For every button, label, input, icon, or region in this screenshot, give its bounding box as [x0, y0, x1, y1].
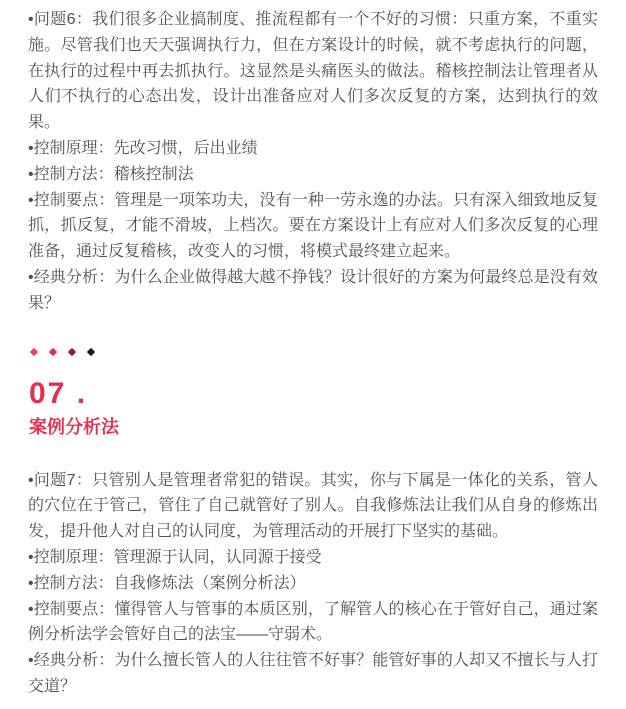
method-6-principle-text: •控制原理：先改习惯，后出业绩: [28, 139, 258, 157]
diamond-dot-icon: [30, 347, 38, 355]
method-6-section: [28, 7, 598, 317]
method-7-section: [28, 468, 598, 700]
method-7-classic-analysis-text: •经典分析：为什么擅长管人的人往往管不好事？能管好事的人却又不擅长与人打交道？: [28, 652, 598, 695]
diamond-dot-icon: [87, 347, 95, 355]
section-title: 案例分析法: [29, 416, 119, 437]
diamond-dot-icon: [49, 347, 57, 355]
section-divider-dots: [31, 348, 598, 356]
method-7-method-text: •控制方法：自我修炼法（案例分析法）: [28, 574, 306, 592]
method-7-principle-text: •控制原理：管理源于认同，认同源于接受: [28, 548, 322, 566]
method-6-problem-text: •问题6：我们很多企业搞制度、推流程都有一个不好的习惯：只重方案，不重实施。尽管我们也天天强调执行力，但在方案设计的时候，就不考虑执行的问题，在执行的过程中再去抓执行。这显然是头痛医头的做法。稽核控制法让管理者从人们不执行的心态出发，设计出准备应对人们多次反复的方案，达到执行的效果。: [28, 11, 598, 132]
method-6-classic-analysis-text: •经典分析：为什么企业做得越大越不挣钱？设计很好的方案为何最终总是没有效果？: [28, 268, 598, 312]
method-7-key-points-text: •控制要点：懂得管人与管事的本质区别，了解管人的核心在于管好自己，通过案例分析法学会管好自己的法宝——守弱术。: [28, 600, 598, 644]
method-6-key-points-text: •控制要点：管理是一项笨功夫，没有一种一劳永逸的办法。只有深入细致地反复抓，抓反复，才能不滑坡，上档次。要在方案设计上有应对人们多次反复的心理准备，通过反复稽核，改变人的习惯，将模式最终建立起来。: [28, 191, 598, 261]
diamond-dot-icon: [68, 347, 76, 355]
section-number: 07 .: [29, 376, 88, 410]
method-6-method-text: •控制方法：稽核控制法: [28, 165, 194, 183]
method-7-problem-text: •问题7：只管别人是管理者常犯的错误。其实，你与下属是一体化的关系，管人的穴位在于管己，管住了自己就管好了别人。自我修炼法让我们从自身的修炼出发，提升他人对自己的认同度，为管理活动的开展打下坚实的基础。: [28, 471, 598, 541]
